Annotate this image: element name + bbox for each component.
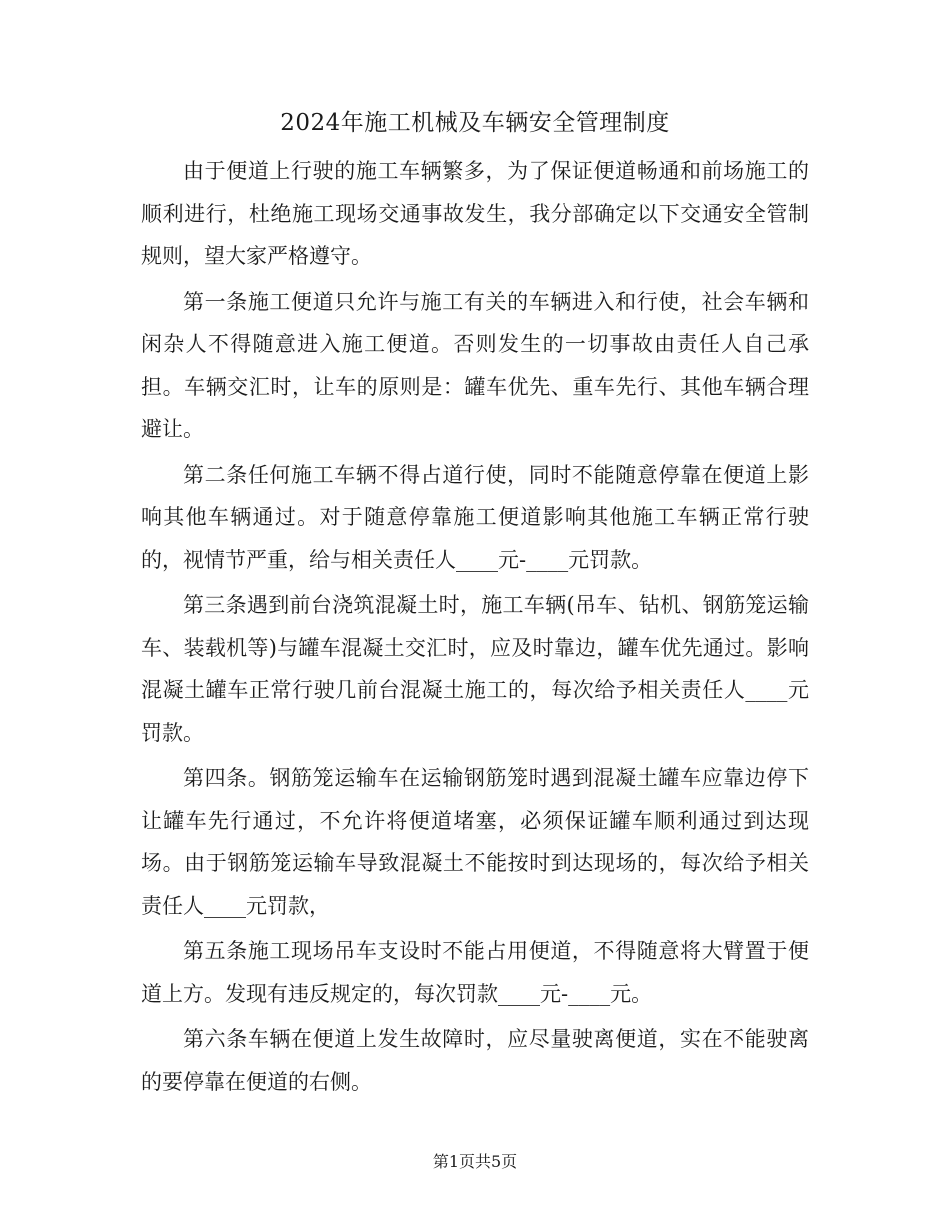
document-title: 2024年施工机械及车辆安全管理制度 [280,110,670,136]
document-body [141,150,809,1103]
article-1-paragraph: 第一条施工便道只允许与施工有关的车辆进入和行使，社会车辆和闲杂人不得随意进入施工便道。否则发生的一切事故由责任人自己承担。车辆交汇时，让车的原则是：罐车优先、重车先行、其他车辆合理避让。 [141,289,809,441]
article-6-paragraph: 第六条车辆在便道上发生故障时，应尽量驶离便道，实在不能驶离的要停靠在便道的右侧。 [141,1027,809,1094]
article-4-paragraph: 第四条。钢筋笼运输车在运输钢筋笼时遇到混凝土罐车应靠边停下让罐车先行通过，不允许将便道堵塞，必须保证罐车顺利通过到达现场。由于钢筋笼运输车导致混凝土不能按时到达现场的，每次给予相关责任人____元罚款， [141,766,809,918]
article-2-paragraph: 第二条任何施工车辆不得占道行使，同时不能随意停靠在便道上影响其他车辆通过。对于随意停靠施工便道影响其他施工车辆正常行驶的，视情节严重，给与相关责任人____元-____元罚款。 [141,462,809,572]
page-number-footer: 第1页共5页 [432,1152,518,1171]
intro-paragraph: 由于便道上行驶的施工车辆繁多，为了保证便道畅通和前场施工的顺利进行，杜绝施工现场交通事故发生，我分部确定以下交通安全管制规则，望大家严格遵守。 [141,159,809,268]
article-3-paragraph: 第三条遇到前台浇筑混凝土时，施工车辆(吊车、钻机、钢筋笼运输车、装载机等)与罐车混凝土交汇时，应及时靠边，罐车优先通过。影响混凝土罐车正常行驶几前台混凝土施工的，每次给予相关责任人____元罚款。 [141,593,809,745]
article-5-paragraph: 第五条施工现场吊车支设时不能占用便道，不得随意将大臂置于便道上方。发现有违反规定的，每次罚款____元-____元。 [141,939,809,1006]
